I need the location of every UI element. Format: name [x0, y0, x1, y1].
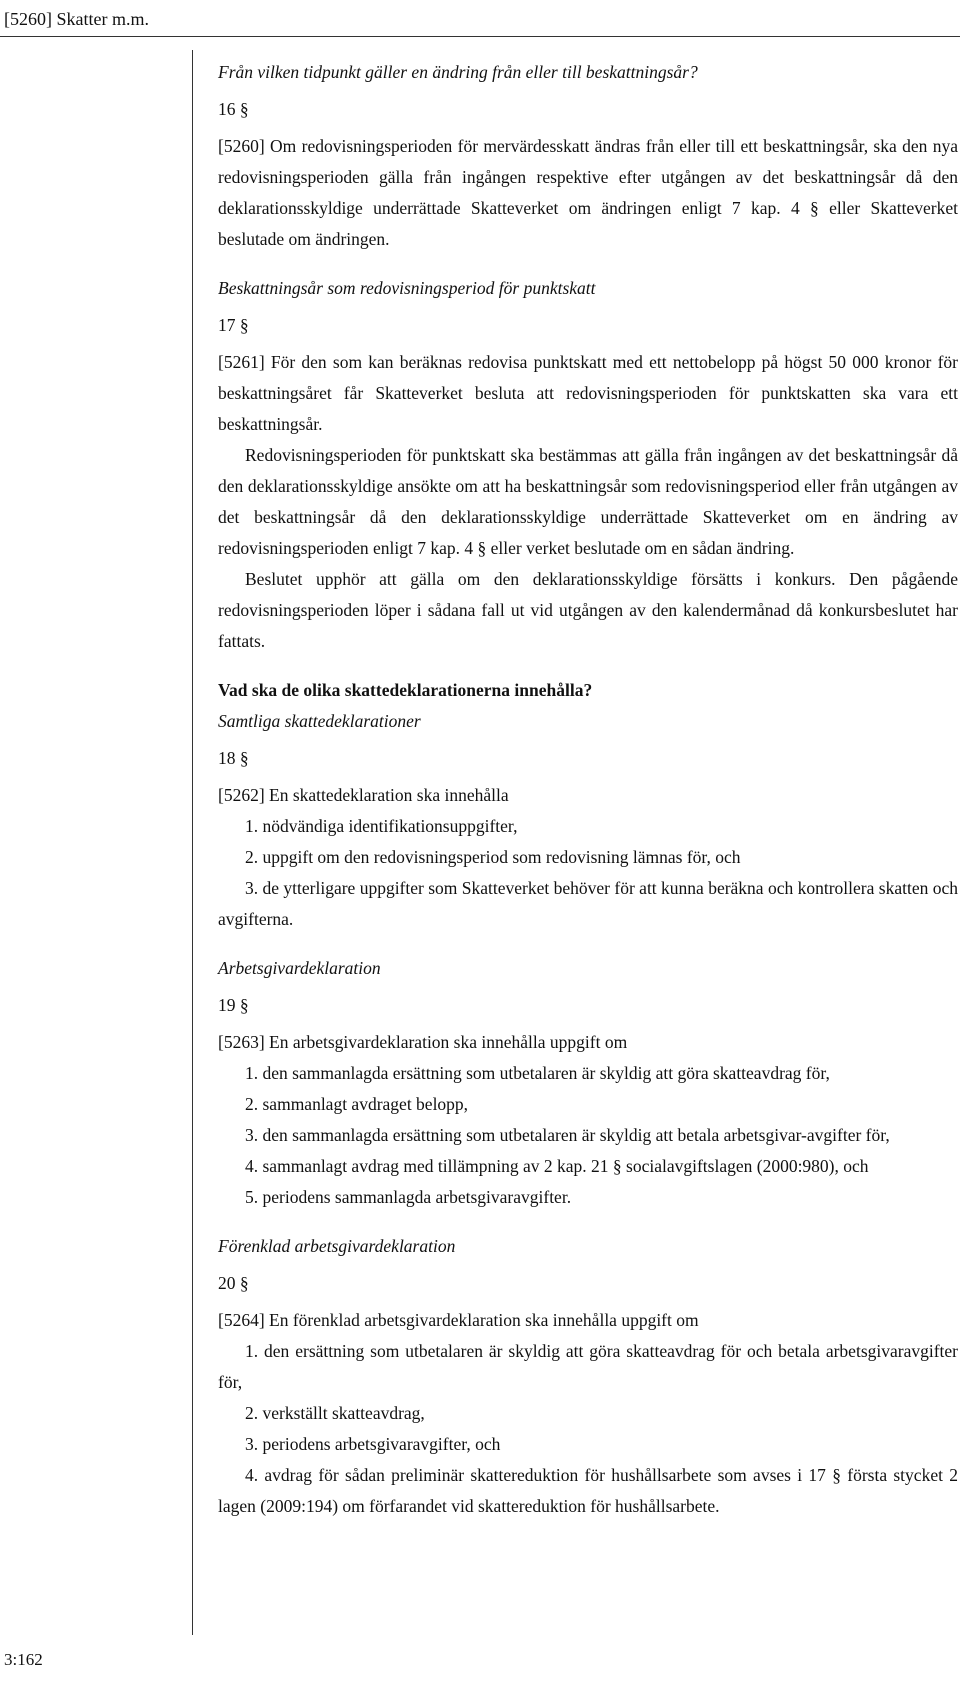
paragraph-number: 20 §: [218, 1273, 249, 1293]
list-item: 1. den sammanlagda ersättning som utbetalaren är skyldig att göra skatteavdrag för,: [245, 1063, 830, 1083]
list-item: 3. den sammanlagda ersättning som utbetalaren är skyldig att betala arbetsgivar-avgifter för,: [245, 1125, 890, 1145]
section-heading: Arbetsgivardeklaration: [218, 958, 381, 978]
section-heading: Beskattningsår som redovisningsperiod för punktskatt: [218, 278, 596, 298]
list-item: 5. periodens sammanlagda arbetsgivaravgifter.: [245, 1187, 572, 1207]
paragraph-intro: [5263] En arbetsgivardeklaration ska innehålla uppgift om: [218, 1032, 628, 1052]
list-item: 2. sammanlagt avdraget belopp,: [245, 1094, 469, 1114]
paragraph-number: 16 §: [218, 99, 249, 119]
paragraph-text: [5261] För den som kan beräknas redovisa punktskatt med ett nettobelopp på högst 50 000 kronor för beskattningsåret får Skatteverket besluta att redovisningsperioden för punktskatten ska vara ett beskattningsår.: [218, 352, 958, 434]
section-heading: Från vilken tidpunkt gäller en ändring från eller till beskattningsår?: [218, 62, 698, 82]
section-heading: Förenklad arbetsgivardeklaration: [218, 1236, 456, 1256]
list-item: 4. sammanlagt avdrag med tillämpning av 2 kap. 21 § socialavgiftslagen (2000:980), och: [245, 1156, 869, 1176]
list-item: 1. den ersättning som utbetalaren är skyldig att göra skatteavdrag för och betala arbetsgivaravgifter för,: [218, 1341, 958, 1392]
list-item: 4. avdrag för sådan preliminär skattereduktion för hushållsarbete som avses i 17 § första stycket 2 lagen (2009:194) om förfarandet vid skattereduktion för hushållsarbete.: [218, 1465, 958, 1516]
page-header-title: [5260] Skatter m.m.: [4, 9, 149, 29]
list-item: 2. verkställt skatteavdrag,: [245, 1403, 425, 1423]
list-item: 1. nödvändiga identifikationsuppgifter,: [245, 816, 518, 836]
page-header: [0, 2, 960, 37]
paragraph-number: 17 §: [218, 315, 249, 335]
main-heading: Vad ska de olika skattedeklarationerna innehålla?: [218, 680, 593, 700]
paragraph-text: Beslutet upphör att gälla om den deklarationsskyldige försätts i konkurs. Den pågående redovisningsperioden löper i sådana fall ut vid utgången av den kalendermånad då konkursbeslutet har fattats.: [218, 569, 958, 651]
paragraph-text: [5260] Om redovisningsperioden för mervärdesskatt ändras från eller till ett beskattningsår, ska den nya redovisningsperioden gälla från ingången respektive efter utgången av det beskattningsår då den deklarationsskyldige underrättade Skatteverket om ändringen enligt 7 kap. 4 § eller Skatteverket beslutade om ändringen.: [218, 136, 958, 249]
paragraph-number: 19 §: [218, 995, 249, 1015]
list-item: 2. uppgift om den redovisningsperiod som redovisning lämnas för, och: [245, 847, 741, 867]
paragraph-text: Redovisningsperioden för punktskatt ska bestämmas att gälla från ingången av det beskattningsår då den deklarationsskyldige ansökte om att ha beskattningsår som redovisningsperiod eller från utgången av det beskattningsår då den deklarationsskyldige underrättade Skatteverket om en ändring av redovisningsperioden enligt 7 kap. 4 § eller verket beslutade om en sådan ändring.: [218, 445, 958, 558]
list-item: 3. periodens arbetsgivaravgifter, och: [245, 1434, 501, 1454]
section-heading: Samtliga skattedeklarationer: [218, 711, 421, 731]
paragraph-intro: [5264] En förenklad arbetsgivardeklaration ska innehålla uppgift om: [218, 1310, 699, 1330]
page-number: 3:162: [4, 1650, 43, 1669]
document-body: [218, 57, 958, 1522]
margin-rule: [192, 50, 193, 1635]
paragraph-number: 18 §: [218, 748, 249, 768]
list-item: 3. de ytterligare uppgifter som Skatteverket behöver för att kunna beräkna och kontrollera skatten och avgifterna.: [218, 878, 958, 929]
paragraph-intro: [5262] En skattedeklaration ska innehålla: [218, 785, 509, 805]
